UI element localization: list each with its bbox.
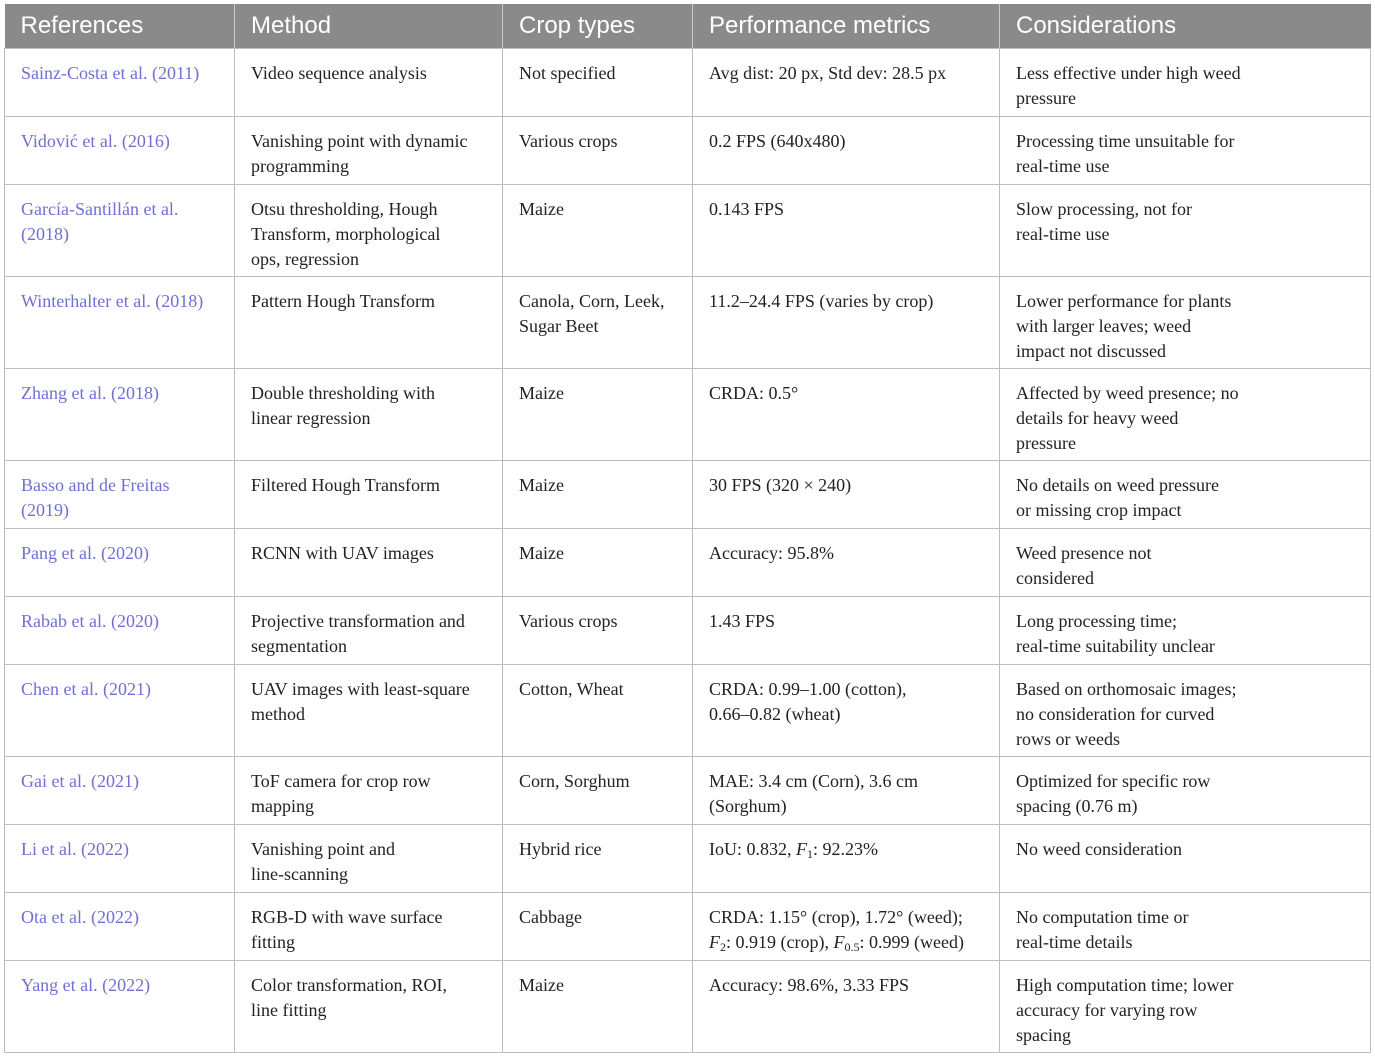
- performance-metrics-cell: 0.143 FPS: [693, 185, 1000, 277]
- reference-link[interactable]: Sainz-Costa et al. (2011): [5, 49, 235, 117]
- considerations-cell: No computation time or real-time details: [1000, 893, 1371, 961]
- table-row: [5, 825, 1371, 893]
- method-cell: RGB-D with wave surface fitting: [235, 893, 503, 961]
- crop-types-cell: Various crops: [503, 597, 693, 665]
- considerations-cell: Less effective under high weed pressure: [1000, 49, 1371, 117]
- method-cell: Vanishing point and line-scanning: [235, 825, 503, 893]
- method-cell: Video sequence analysis: [235, 49, 503, 117]
- performance-metrics-cell: 1.43 FPS: [693, 597, 1000, 665]
- reference-link[interactable]: Gai et al. (2021): [5, 757, 235, 825]
- reference-link[interactable]: Chen et al. (2021): [5, 665, 235, 757]
- performance-metrics-cell: 30 FPS (320 × 240): [693, 461, 1000, 529]
- performance-metrics-cell: 0.2 FPS (640x480): [693, 117, 1000, 185]
- table-row: [5, 49, 1371, 117]
- reference-link[interactable]: Winterhalter et al. (2018): [5, 277, 235, 369]
- table-row: [5, 529, 1371, 597]
- table-body: [5, 49, 1371, 1053]
- performance-metrics-cell: 11.2–24.4 FPS (varies by crop): [693, 277, 1000, 369]
- header-method: Method: [235, 4, 503, 49]
- table-row: [5, 185, 1371, 277]
- considerations-cell: No details on weed pressure or missing crop impact: [1000, 461, 1371, 529]
- method-cell: RCNN with UAV images: [235, 529, 503, 597]
- crop-types-cell: Corn, Sorghum: [503, 757, 693, 825]
- performance-metrics-cell: CRDA: 1.15° (crop), 1.72° (weed); $F_2$: 0.919 (crop), $F_{0.5}$: 0.999 (weed): [693, 893, 1000, 961]
- considerations-cell: No weed consideration: [1000, 825, 1371, 893]
- crop-types-cell: Cotton, Wheat: [503, 665, 693, 757]
- considerations-cell: Processing time unsuitable for real-time use: [1000, 117, 1371, 185]
- performance-metrics-cell: Accuracy: 98.6%, 3.33 FPS: [693, 961, 1000, 1053]
- table-row: [5, 665, 1371, 757]
- considerations-cell: High computation time; lower accuracy for varying row spacing: [1000, 961, 1371, 1053]
- considerations-cell: Based on orthomosaic images; no consideration for curved rows or weeds: [1000, 665, 1371, 757]
- reference-link[interactable]: Yang et al. (2022): [5, 961, 235, 1053]
- crop-types-cell: Maize: [503, 461, 693, 529]
- header-references: References: [5, 4, 235, 49]
- crop-types-cell: Cabbage: [503, 893, 693, 961]
- method-cell: Filtered Hough Transform: [235, 461, 503, 529]
- header-performance-metrics: Performance metrics: [693, 4, 1000, 49]
- considerations-cell: Optimized for specific row spacing (0.76 m): [1000, 757, 1371, 825]
- performance-metrics-cell: Avg dist: 20 px, Std dev: 28.5 px: [693, 49, 1000, 117]
- table-row: [5, 597, 1371, 665]
- literature-table: [4, 4, 1371, 1053]
- reference-link[interactable]: Li et al. (2022): [5, 825, 235, 893]
- performance-metrics-cell: Accuracy: 95.8%: [693, 529, 1000, 597]
- crop-types-cell: Maize: [503, 369, 693, 461]
- crop-types-cell: Canola, Corn, Leek, Sugar Beet: [503, 277, 693, 369]
- crop-types-cell: Maize: [503, 529, 693, 597]
- reference-link[interactable]: Zhang et al. (2018): [5, 369, 235, 461]
- method-cell: Vanishing point with dynamic programming: [235, 117, 503, 185]
- table-row: [5, 277, 1371, 369]
- considerations-cell: Lower performance for plants with larger leaves; weed impact not discussed: [1000, 277, 1371, 369]
- considerations-cell: Affected by weed presence; no details for heavy weed pressure: [1000, 369, 1371, 461]
- method-cell: Color transformation, ROI, line fitting: [235, 961, 503, 1053]
- crop-types-cell: Maize: [503, 961, 693, 1053]
- considerations-cell: Weed presence not considered: [1000, 529, 1371, 597]
- table-row: [5, 961, 1371, 1053]
- performance-metrics-cell: MAE: 3.4 cm (Corn), 3.6 cm (Sorghum): [693, 757, 1000, 825]
- crop-types-cell: Maize: [503, 185, 693, 277]
- crop-types-cell: Hybrid rice: [503, 825, 693, 893]
- header-crop-types: Crop types: [503, 4, 693, 49]
- header-considerations: Considerations: [1000, 4, 1371, 49]
- method-cell: Pattern Hough Transform: [235, 277, 503, 369]
- table-row: [5, 757, 1371, 825]
- crop-types-cell: Various crops: [503, 117, 693, 185]
- method-cell: Double thresholding with linear regression: [235, 369, 503, 461]
- reference-link[interactable]: Pang et al. (2020): [5, 529, 235, 597]
- table-row: [5, 369, 1371, 461]
- method-cell: UAV images with least-square method: [235, 665, 503, 757]
- method-cell: Otsu thresholding, Hough Transform, morphological ops, regression: [235, 185, 503, 277]
- table-row: [5, 117, 1371, 185]
- method-cell: ToF camera for crop row mapping: [235, 757, 503, 825]
- performance-metrics-cell: IoU: 0.832, $F_1$: 92.23%: [693, 825, 1000, 893]
- reference-link[interactable]: Ota et al. (2022): [5, 893, 235, 961]
- performance-metrics-cell: CRDA: 0.99–1.00 (cotton), 0.66–0.82 (wheat): [693, 665, 1000, 757]
- reference-link[interactable]: Rabab et al. (2020): [5, 597, 235, 665]
- table-row: [5, 893, 1371, 961]
- reference-link[interactable]: Vidović et al. (2016): [5, 117, 235, 185]
- table-row: [5, 461, 1371, 529]
- considerations-cell: Slow processing, not for real-time use: [1000, 185, 1371, 277]
- crop-types-cell: Not specified: [503, 49, 693, 117]
- performance-metrics-cell: CRDA: 0.5°: [693, 369, 1000, 461]
- considerations-cell: Long processing time; real-time suitability unclear: [1000, 597, 1371, 665]
- header-row: [5, 4, 1371, 49]
- reference-link[interactable]: García-Santillán et al. (2018): [5, 185, 235, 277]
- method-cell: Projective transformation and segmentation: [235, 597, 503, 665]
- reference-link[interactable]: Basso and de Freitas (2019): [5, 461, 235, 529]
